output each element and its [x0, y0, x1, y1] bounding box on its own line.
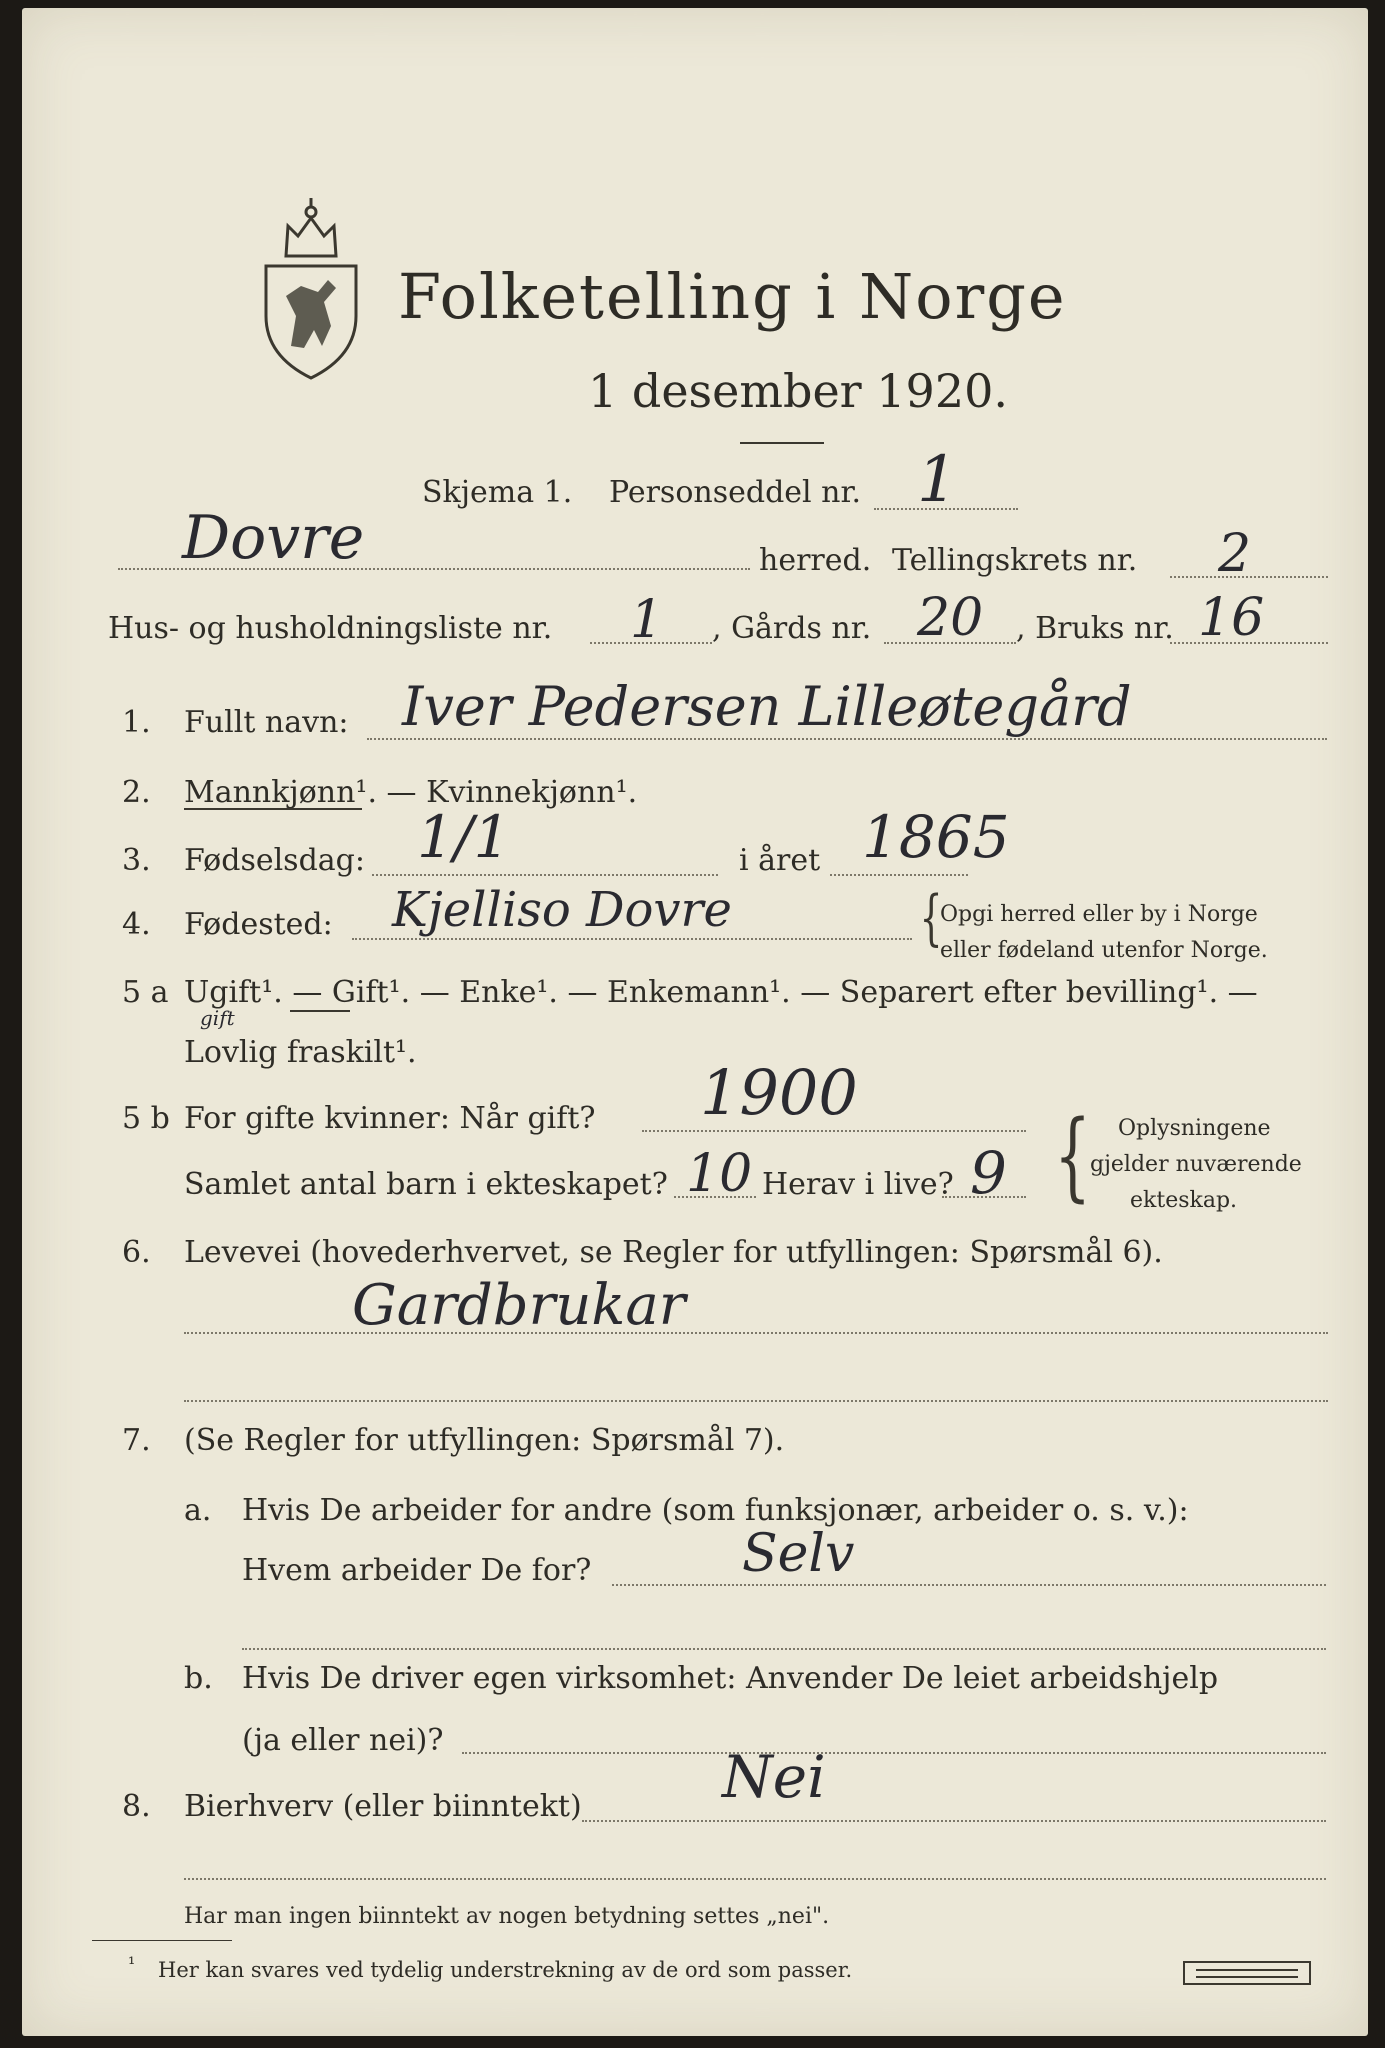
q4-label: Fødested:	[184, 907, 333, 942]
q5b-label-living: Herav i live?	[762, 1167, 954, 1202]
q7a-number: a.	[184, 1493, 212, 1528]
q2-label: Mannkjønn¹. — Kvinnekjønn¹.	[184, 775, 638, 810]
q7b-label-line2: (ja eller nei)?	[242, 1723, 444, 1758]
biinntekt-note: Har man ingen biinntekt av nogen betydning settes „nei".	[184, 1904, 830, 1929]
krets-value: 2	[1218, 524, 1252, 584]
q5b-note-line3: ekteskap.	[1130, 1188, 1238, 1213]
q5b-label: For gifte kvinner: Når gift?	[184, 1101, 596, 1136]
children-living-value: 9	[970, 1139, 1007, 1207]
norwegian-coat-of-arms	[256, 196, 366, 382]
q4-note-line2: eller fødeland utenfor Norge.	[940, 938, 1268, 963]
married-year-value: 1900	[700, 1056, 858, 1129]
q5a-number: 5 a	[122, 975, 169, 1010]
q5a-label-line2: Lovlig fraskilt¹.	[184, 1035, 417, 1070]
q7b-label: Hvis De driver egen virksomhet: Anvender De leiet arbeidshjelp	[242, 1661, 1219, 1696]
person-number: 1	[917, 443, 958, 517]
q6-number: 6.	[122, 1235, 151, 1270]
herred-value: Dovre	[182, 503, 365, 573]
form-date: 1 desember 1920.	[588, 364, 1008, 418]
birth-year-value: 1865	[862, 803, 1010, 871]
q5a-label: Ugift¹. — Gift¹. — Enke¹. — Enkemann¹. — Separert efter bevilling¹. —	[184, 975, 1258, 1010]
person-label: Personseddel nr.	[609, 475, 862, 510]
q3-number: 3.	[122, 843, 151, 878]
birthplace-value: Kjelliso Dovre	[392, 882, 732, 938]
hus-value: 1	[630, 590, 664, 650]
title-rule	[740, 442, 824, 444]
q1-label: Fullt navn:	[184, 705, 349, 740]
bruks-label: , Bruks nr.	[1016, 611, 1174, 646]
q5b-label-children: Samlet antal barn i ekteskapet?	[184, 1167, 668, 1202]
q5b-note-line1: Oplysningene	[1118, 1116, 1271, 1141]
birthdate-value: 1/1	[417, 803, 511, 871]
hus-label: Hus- og husholdningsliste nr.	[108, 611, 553, 646]
krets-label: Tellingskrets nr.	[892, 543, 1138, 578]
footnote-text: Her kan svares ved tydelig understrekning av de ord som passer.	[158, 1958, 853, 1982]
q8-label: Bierhverv (eller biinntekt)	[184, 1789, 582, 1824]
q3-year-label: i året	[739, 843, 821, 878]
q7a-label-line2: Hvem arbeider De for?	[242, 1553, 592, 1588]
census-form: Folketelling i Norge 1 desember 1920. Skjema 1. Personseddel nr. 1 Dovre herred. Tellingskrets nr. 2 Hus- og husholdningsliste nr. 1 , Gårds nr. 20 , Bruks nr. 16 1. Fullt navn: Iver Pedersen Lilleøtegård 2. Mannkjønn¹. — Kvinnekjønn¹. 3. Fødselsdag: 1/1 i året 1865 4. Fødested: Kjelliso Dovre { Opgi herred eller by i Norge eller fødeland utenfor Norge. 5 a Ugift¹. — Gift¹. — Enke¹. — Enkemann¹. — Separert efter bevilling¹. — gift Lovlig fraskilt¹. 5 b For gifte kvinner: Når gift? 1900 Samlet antal barn i ekteskapet? 10 Herav i live? 9 { Oplysningene gjelder nuværende ekteskap. 6. Levevei (hovederhvervet, se Regler for utfyllingen: Spørsmål 6). Gardbrukar 7. (Se Regler for utfyllingen: Spørsmål 7). a. Hvis De arbeider for andre (som funksjonær, arbeider o. s. v.): Hvem arbeider De for? Selv b. Hvis De driver egen virksomhet: Anvender De leiet arbeidshjelp (ja eller nei)? 8. Bierhverv (eller biinntekt) Nei Har man ingen biinntekt av nogen betydning settes „nei". ¹ Her kan svares ved tydelig understrekning av de ord som passer.	[22, 8, 1368, 2036]
footnote-mark: ¹	[128, 1954, 136, 1975]
full-name-value: Iver Pedersen Lilleøtegård	[402, 675, 1132, 738]
gards-value: 20	[917, 588, 984, 648]
employer-value: Selv	[742, 1524, 855, 1584]
q5b-note-line2: gjelder nuværende	[1090, 1152, 1302, 1177]
q5b-number: 5 b	[122, 1101, 170, 1136]
q7b-number: b.	[184, 1661, 213, 1696]
q2-underline-mark	[184, 808, 362, 810]
printer-stamp	[1182, 1960, 1312, 1986]
q5a-handwritten-mark: gift	[200, 1006, 235, 1030]
q4-note-line1: Opgi herred eller by i Norge	[940, 902, 1258, 927]
occupation-value: Gardbrukar	[352, 1273, 686, 1338]
q2-number: 2.	[122, 775, 151, 810]
q8-number: 8.	[122, 1789, 151, 1824]
gards-label: , Gårds nr.	[712, 611, 872, 646]
side-income-value: Nei	[722, 1743, 826, 1811]
q1-number: 1.	[122, 705, 151, 740]
q7a-label: Hvis De arbeider for andre (som funksjonær, arbeider o. s. v.):	[242, 1493, 1189, 1528]
schema-label: Skjema 1.	[422, 475, 573, 510]
herred-label: herred.	[759, 543, 872, 578]
q4-number: 4.	[122, 907, 151, 942]
q5a-underline-mark	[290, 1010, 350, 1012]
q7-number: 7.	[122, 1423, 151, 1458]
form-title: Folketelling i Norge	[398, 260, 1067, 333]
q6-label: Levevei (hovederhvervet, se Regler for utfyllingen: Spørsmål 6).	[184, 1235, 1163, 1270]
bruks-value: 16	[1198, 588, 1265, 648]
q7-label: (Se Regler for utfyllingen: Spørsmål 7).	[184, 1423, 785, 1458]
q3-label: Fødselsdag:	[184, 843, 365, 878]
children-total-value: 10	[686, 1144, 753, 1204]
